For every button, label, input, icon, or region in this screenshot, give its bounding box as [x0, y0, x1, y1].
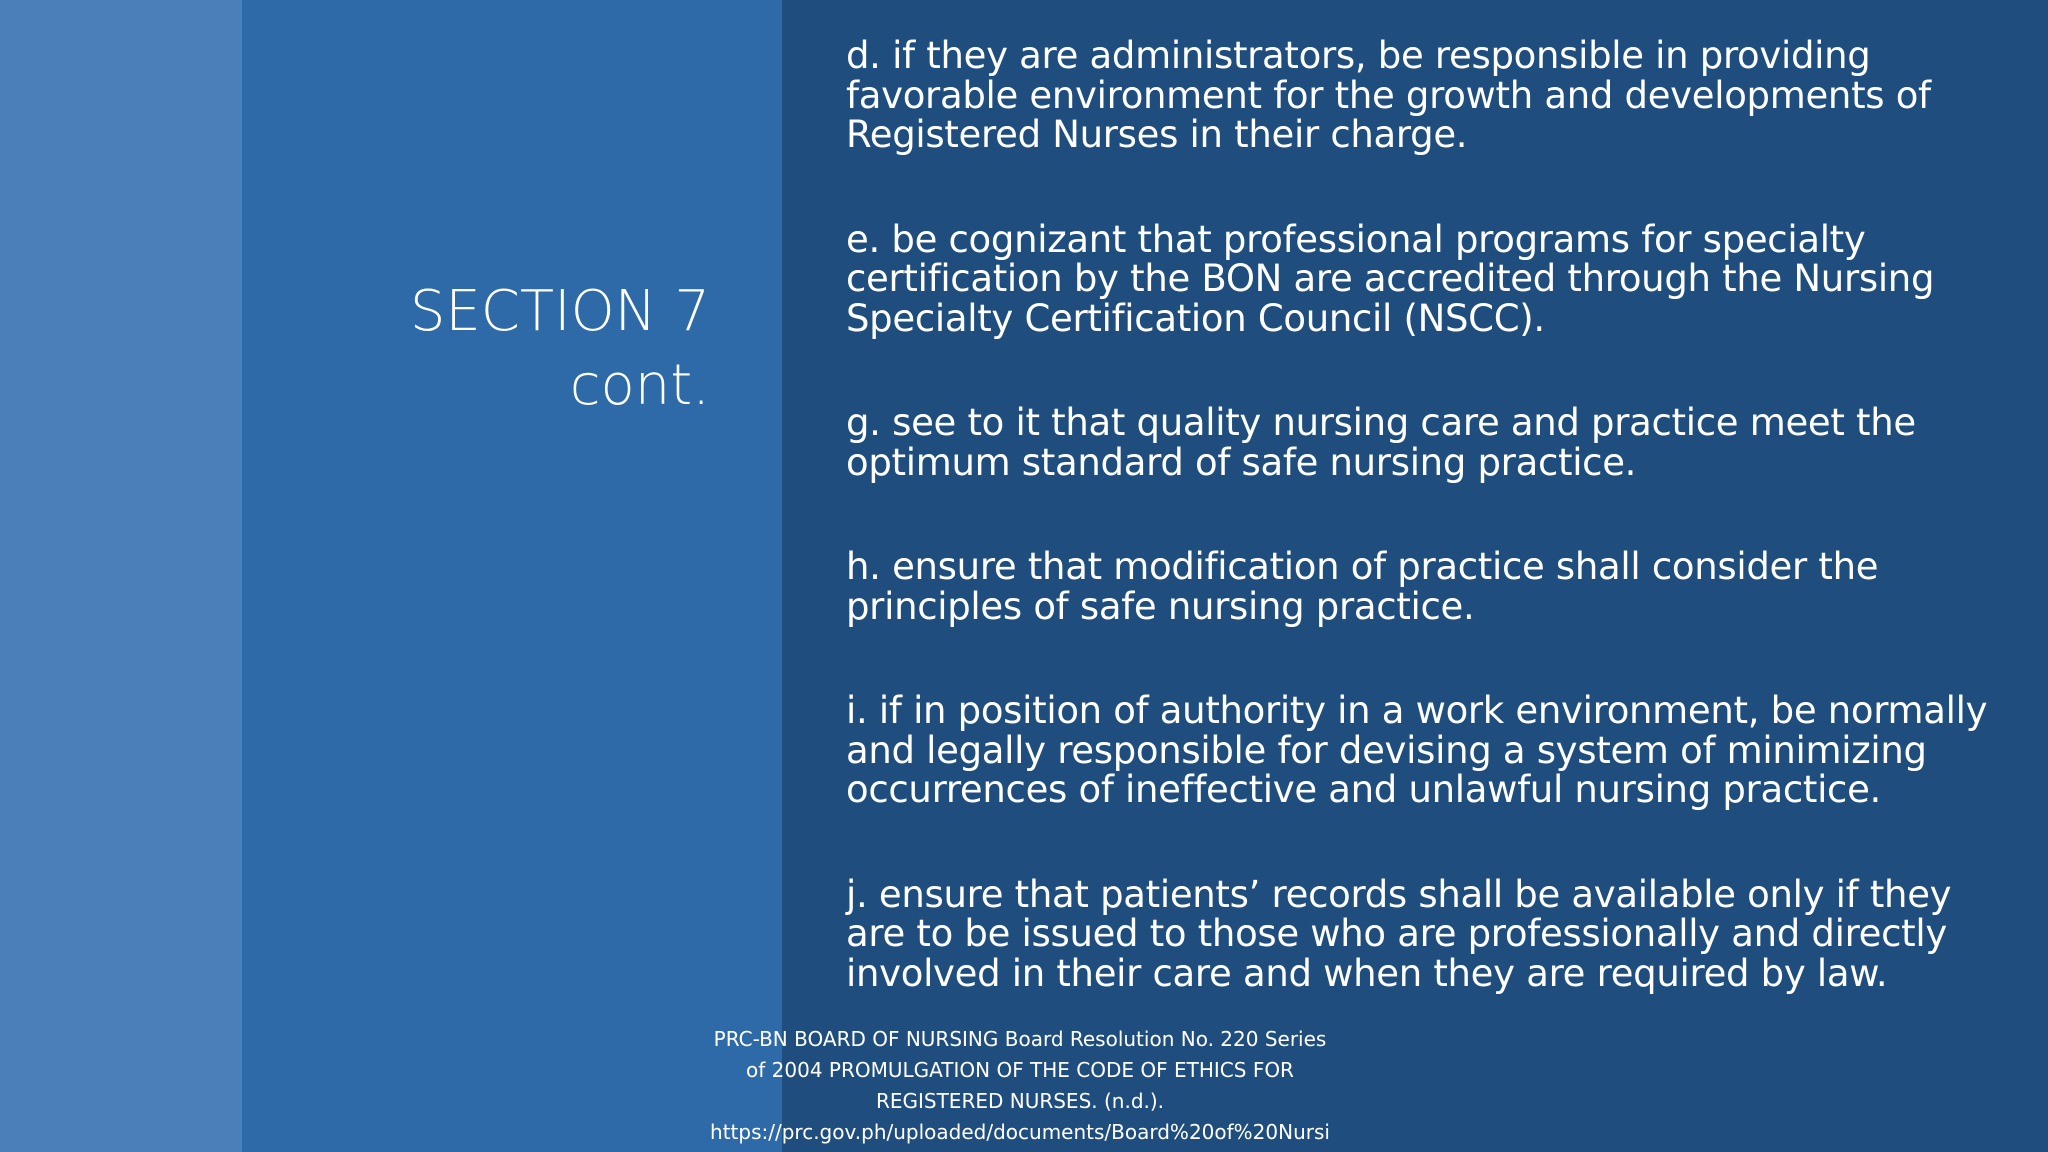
section-title-line-1: SECTION 7: [409, 279, 710, 344]
list-item-j: j. ensure that patients’ records shall be available only if they are to be issued to those who are professionally and directly involved in their care and when they are required by law.: [846, 872, 1952, 995]
citation-line-4: https://prc.gov.ph/uploaded/documents/Board%20of%20Nursi: [710, 1120, 1330, 1144]
content-list: [846, 36, 2006, 993]
left-color-band: [0, 0, 242, 1152]
section-title: [310, 275, 710, 423]
list-item-e: e. be cognizant that professional programs for specialty certification by the BON are accredited through the Nursing Specialty Certification Council (NSCC).: [846, 217, 1935, 340]
citation-line-2: of 2004 PROMULGATION OF THE CODE OF ETHICS FOR: [746, 1058, 1294, 1082]
section-title-line-2: cont.: [569, 353, 710, 418]
middle-color-band: [242, 0, 782, 1152]
list-item-h: h. ensure that modification of practice shall consider the principles of safe nursing practice.: [846, 545, 1879, 628]
citation-line-3: REGISTERED NURSES. (n.d.).: [875, 1089, 1165, 1113]
citation-line-1: PRC-BN BOARD OF NURSING Board Resolution No. 220 Series: [713, 1027, 1327, 1051]
list-item-g: g. see to it that quality nursing care and practice meet the optimum standard of safe nursing practice.: [846, 401, 1916, 484]
list-item-i: i. if in position of authority in a work environment, be normally and legally responsible for devising a system of minimizing occurrences of ineffective and unlawful nursing practice.: [846, 689, 1988, 811]
citation-footnote: [690, 1024, 1350, 1148]
list-item-d: d. if they are administrators, be responsible in providing favorable environment for the growth and developments of Registered Nurses in their charge.: [846, 34, 1931, 156]
